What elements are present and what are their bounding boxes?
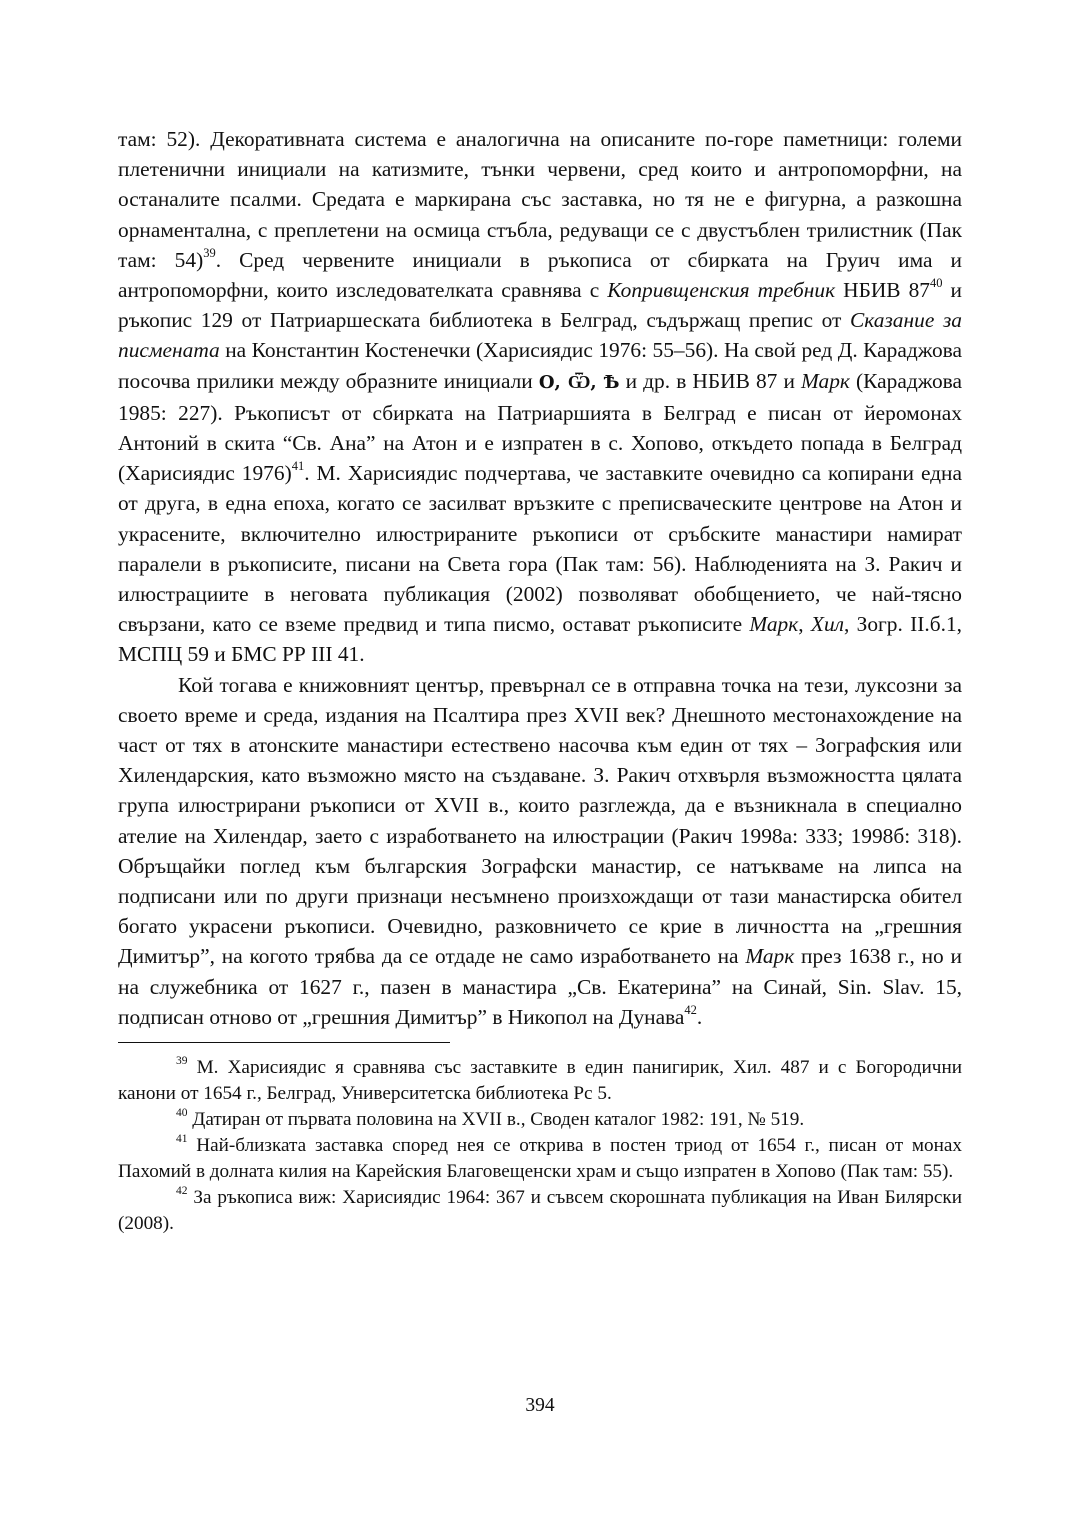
footnote-42: [118, 1185, 962, 1237]
page-number: 394: [525, 1395, 555, 1416]
footnote-ref-40[interactable]: 40: [930, 275, 943, 290]
text-run: НБИВ 87: [835, 278, 931, 303]
footnote-41: [118, 1133, 962, 1185]
text-run: през 1638 г., но и на служебника от 1627 г., пазен в манастира „Св. Екатерина” на Синай, Sin. Slav. 15, подписан отново от „грешния Димитър” в Никопол на Дунава: [118, 944, 962, 1029]
text-run: ,: [798, 612, 811, 637]
initial-letters: О, Ѿ, Ѣ: [538, 371, 620, 393]
footnote-ref-41[interactable]: 41: [291, 459, 305, 474]
footnote-text: Датиран от първата половина на XVII в., Сводeн каталог 1982: 191, № 519.: [187, 1109, 805, 1131]
text-run: . М. Харисиядис подчертава, че заставките очевидно са копирани една от друга, в една епоха, когато се засилват връзките с преписваческите центрове на Атон и украсените, включително илюстрираните ръкописи от сръбските манастири намират паралели в ръкописите, писани на Света гора (Пак там: 56). Наблюденията на З. Ракич и илюстрациите в неговата публикация (2002) позволяват обобщението, че най-тясно свързани, като се вземе предвид и типа писмо, остават ръкописите: [118, 461, 962, 637]
footnote-ref-42[interactable]: 42: [684, 1002, 697, 1017]
italic-title: Сказание за писмената: [118, 308, 962, 363]
italic-title: Марк: [801, 368, 850, 393]
text-run: , Зогр. II.б.1, МСПЦ 59 и БМС РР III 41.: [118, 612, 963, 667]
footnotes: [118, 1055, 962, 1237]
footnote-ref-39[interactable]: 39: [203, 245, 216, 260]
footnote-39: [118, 1055, 962, 1107]
body-paragraph-1: [118, 124, 962, 670]
text-run: там: 52). Декоративната система е аналогична на описаните по-горе паметници: големи плетенични инициали на катизмите, тънки червени, сред които и антропоморфни, на останалите псалми. Средата е маркирана със заставка, но тя не е фигурна, а разкошна орнаментална, с преплетени на осмица стъбла, редуващи се с двустъблен трилистник (Пак там: 54): [118, 127, 962, 272]
footnote-number: 41: [176, 1132, 188, 1145]
footnote-text: Най-близката заставка според нея се открива в постен триод от 1654 г., писан от монах Пахомий в долната килия на Карейския Благовещенски храм и също изпратен в Хопово (Пак там: 55).: [118, 1135, 962, 1183]
footnote-number: 39: [176, 1054, 188, 1067]
page-body: [118, 124, 962, 1237]
text-run: и др. в НБИВ 87 и: [619, 368, 802, 393]
footnote-text: М. Харисиядис я сравнява със заставките в един панигирик, Хил. 487 и с Богородични канони от 1654 г., Белград, Университетска библиотека Рс 5.: [118, 1057, 962, 1105]
footnote-number: 42: [176, 1184, 188, 1197]
body-paragraph-2: [118, 670, 962, 1032]
text-run: Кой тогава е книжовният център, превърнал се в отправна точка на тези, луксозни за своето време и среда, издания на Псалтира през XVII век? Днешното местонахождение на част от тях в атонските манастири естествено насочва към един от тях – Зографския или Хилендарския, като възможно място на създаване. З. Ракич отхвърля възможността цялата група илюстрирани ръкописи от XVII в., които разглежда, да е възникнала в специално ателие на Хилендар, заето с изработването на илюстрации (Ракич 1998а: 333; 1998б: 318). Обръщайки поглед към българския Зографски манастир, се натъкваме на липса на подписани или по други признаци несъмнено произхождащи от тази манастирска обител богато украсени ръкописи. Очевидно, разковничето се крие в личността на „грешния Димитър”, на когото трябва да се отдаде не само изработването на: [118, 672, 962, 969]
footnote-number: 40: [176, 1106, 188, 1119]
text-run: на Константин Костенечки (Харисиядис 1976: 55–56). На свой ред Д. Караджова посочва прилики между образните инициали: [118, 338, 962, 393]
text-run: и ръкопис 129 от Патриаршеската библиотека в Белград, съдържащ препис от: [118, 278, 963, 333]
text-run: .: [696, 1004, 703, 1029]
italic-title: Марк: [749, 612, 799, 637]
text-run: (Караджова 1985: 227). Ръкописът от сбирката на Патриаршията в Белград е писан от йеромонах Антоний в скита “Св. Ана” на Атон и е изпратен в с. Хопово, откъдето попада в Белград (Харисиядис 1976): [118, 368, 962, 486]
italic-title: Хил: [810, 612, 844, 637]
text-run: . Сред червените инициали в ръкописа от сбирката на Груич има и антропоморфни, които изследователката сравнява с: [118, 247, 962, 303]
italic-title: Марк: [745, 944, 795, 969]
footnote-40: [118, 1107, 962, 1133]
footnote-divider: [118, 1042, 450, 1043]
footnote-text: За ръкописа виж: Харисиядис 1964: 367 и съвсем скорошната публикация на Иван Билярски (2008).: [118, 1187, 962, 1235]
italic-title: Копривщенския требник: [607, 278, 836, 303]
